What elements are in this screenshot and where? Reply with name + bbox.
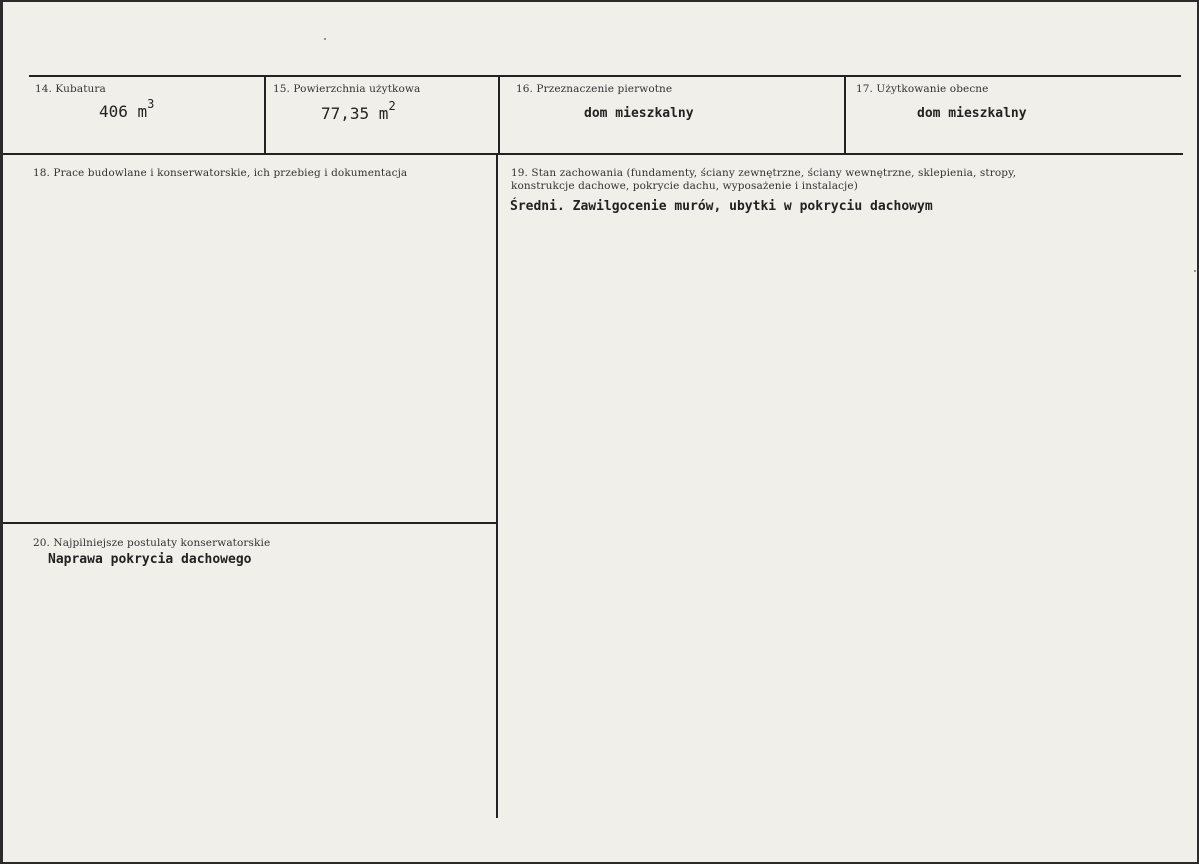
field-15-label: 15. Powierzchnia użytkowa (273, 83, 421, 95)
field-19-label-line2: konstrukcje dachowe, pokrycie dachu, wyposażenie i instalacje) (511, 180, 858, 192)
field-16-value: dom mieszkalny (584, 106, 694, 121)
field-15-unit-exponent: 2 (388, 99, 396, 113)
col-divider-3 (844, 76, 846, 154)
main-col-divider (496, 154, 498, 818)
paper-speck (324, 38, 326, 40)
top-rule (29, 75, 1181, 77)
field-15-value (321, 99, 396, 123)
col-divider-2 (498, 76, 500, 154)
field-14-value-text: 406 m (99, 102, 148, 121)
col-divider-1 (264, 76, 266, 154)
field-14-unit-exponent: 3 (147, 97, 155, 111)
field-14-label: 14. Kubatura (35, 83, 106, 95)
field-14-value (99, 97, 155, 121)
field-17-label: 17. Użytkowanie obecne (856, 83, 989, 95)
field-19-value: Średni. Zawilgocenie murów, ubytki w pokryciu dachowym (510, 199, 933, 214)
field-20-label: 20. Najpilniejsze postulaty konserwatorskie (33, 537, 271, 549)
field-15-value-text: 77,35 m (321, 104, 389, 123)
field-16-label: 16. Przeznaczenie pierwotne (516, 83, 673, 95)
row-divider (3, 153, 1183, 155)
record-card-page (3, 2, 1197, 862)
field-17-value: dom mieszkalny (917, 106, 1027, 121)
paper-speck (1194, 270, 1196, 272)
field-18-label: 18. Prace budowlane i konserwatorskie, ich przebieg i dokumentacja (33, 167, 408, 179)
section-18-20-divider (3, 522, 497, 524)
field-20-value: Naprawa pokrycia dachowego (48, 552, 252, 567)
field-19-label-line1: 19. Stan zachowania (fundamenty, ściany zewnętrzne, ściany wewnętrzne, sklepienia, stropy, (511, 167, 1017, 179)
